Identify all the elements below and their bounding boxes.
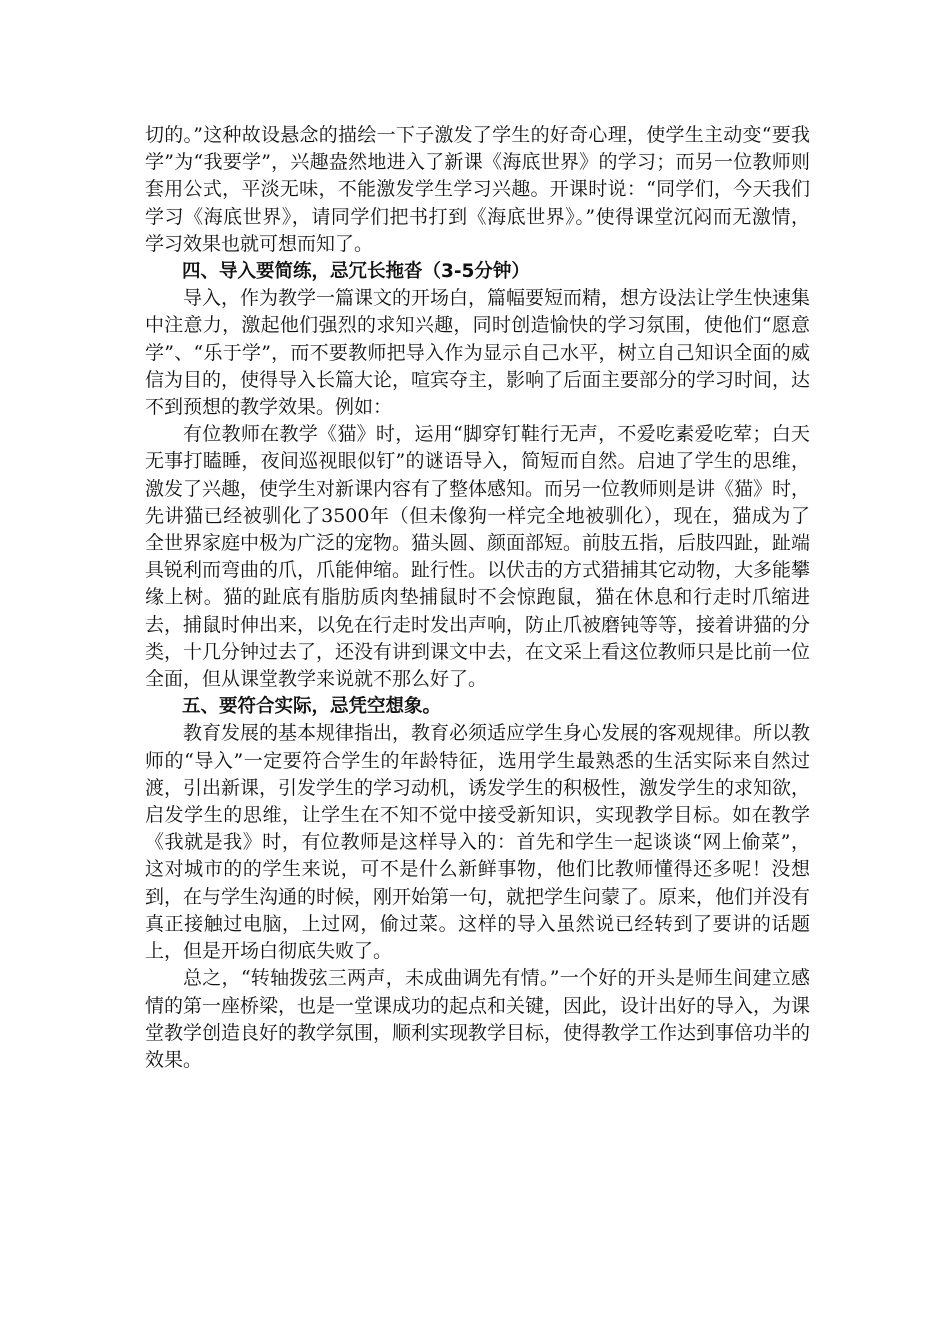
- paragraph-practical: 教育发展的基本规律指出，教育必须适应学生身心发展的客观规律。所以教师的“导入”一定要符合学生的年龄特征，选用学生最熟悉的生活实际来自然过渡，引出新课，引发学生的学习动机，诱发学生的积极性，激发学生的求知欲，启发学生的思维，让学生在不知不觉中接受新知识，实现教学目标。如在教学《我就是我》时，有位教师是这样导入的：首先和学生一起谈谈“网上偷菜”，这对城市的的学生来说，可不是什么新鲜事物，他们比教师懂得还多呢！没想到，在与学生沟通的时候，刚开始第一句，就把学生问蒙了。原来，他们并没有真正接触过电脑，上过网，偷过菜。这样的导入虽然说已经转到了要讲的话题上，但是开场白彻底失败了。: [145, 722, 811, 963]
- document-page: [145, 122, 810, 1074]
- paragraph-conclusion: 总之，“转轴拨弦三两声，未成曲调先有情。”一个好的开头是师生间建立感情的第一座桥梁，也是一堂课成功的起点和关键，因此，设计出好的导入，为课堂教学创造良好的教学氛围，顺利实现教学目标，使得教学工作达到事倍功半的效果。: [145, 967, 811, 1071]
- section-heading-5: 五、要符合实际，忌凭空想象。: [182, 696, 442, 718]
- paragraph-cat-example: 有位教师在教学《猫》时，运用“脚穿钉鞋行无声，不爱吃素爱吃荤；白天无事打瞌睡，夜间巡视眼似钉”的谜语导入，简短而自然。启迪了学生的思维，激发了兴趣，使学生对新课内容有了整体感知。而另一位教师则是讲《猫》时，先讲猫已经被驯化了3500年（但未像狗一样完全地被驯化），现在，猫成为了全世界家庭中极为广泛的宠物。猫头圆、颜面部短。前肢五指，后肢四趾，趾端具锐利而弯曲的爪，爪能伸缩。趾行性。以伏击的方式猎捕其它动物，大多能攀缘上树。猫的趾底有脂肪质肉垫捕鼠时不会惊跑鼠，猫在休息和行走时爪缩进去，捕鼠时伸出来，以免在行走时发出声响，防止爪被磨钝等等，接着讲猫的分类，十几分钟过去了，还没有讲到课文中去，在文采上看这位教师只是比前一位全面，但从课堂教学来说就不那么好了。: [145, 423, 811, 691]
- paragraph-intro-brevity: 导入，作为教学一篇课文的开场白，篇幅要短而精，想方设法让学生快速集中注意力，激起他们强烈的求知兴趣，同时创造愉快的学习氛围，使他们“愿意学”、“乐于学”，而不要教师把导入作为显示自己水平，树立自己知识全面的威信为目的，使得导入长篇大论，喧宾夺主，影响了后面主要部分的学习时间，达不到预想的教学效果。例如：: [145, 287, 811, 419]
- paragraph-continuation: 切的。”这种故设悬念的描绘一下子激发了学生的好奇心理，使学生主动变“要我学”为“我要学”，兴趣盎然地进入了新课《海底世界》的学习；而另一位教师则套用公式，平淡无味，不能激发学生学习兴趣。开课时说：“同学们，今天我们学习《海底世界》，请同学们把书打到《海底世界》。”使得课堂沉闷而无激情，学习效果也就可想而知了。: [145, 124, 810, 255]
- section-heading-4: 四、导入要简练，忌冗长拖沓（3-5分钟）: [182, 261, 530, 283]
